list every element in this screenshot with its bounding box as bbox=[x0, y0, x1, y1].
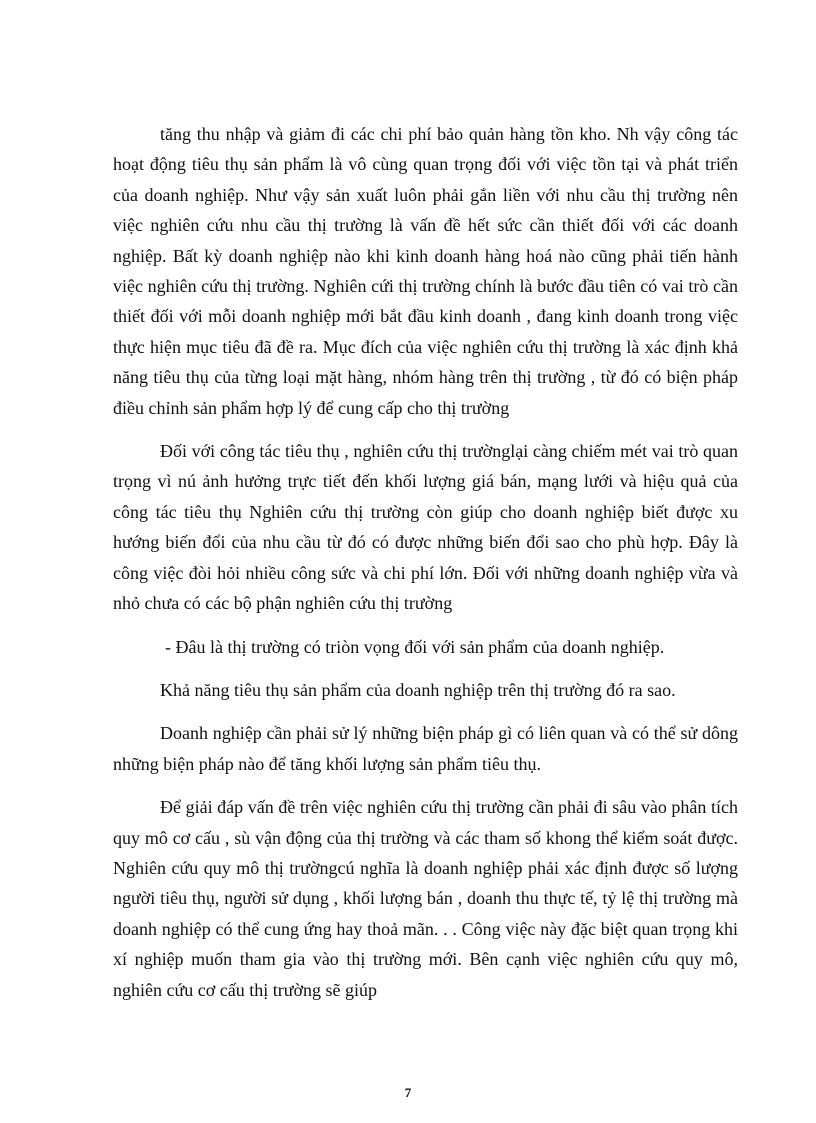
paragraph-market-research-role: Đối với công tác tiêu thụ , nghiên cứu thị trườnglại càng chiếm mét vai trò quan trọng vì nú ảnh hưởng trực tiết đến khối lượng giá bán, mạng lưới và hiệu quả của công tác tiêu thụ Nghiên cứu thị trường còn giúp cho doanh nghiệp biết được xu hướng biến đổi của nhu cầu từ đó có được những biến đổi sao cho phù hợp. Đây là công việc đòi hỏi nhiều công sức và chi phí lớn. Đối với những doanh nghiệp vừa và nhỏ chưa có các bộ phận nghiên cứu thị trường bbox=[113, 441, 738, 614]
page-number: 7 bbox=[404, 1085, 412, 1100]
body-text bbox=[113, 119, 738, 1018]
paragraph-bullet-prospective-market: - Đâu là thị trường có triòn vọng đối với sản phẩm của doanh nghiệp. bbox=[165, 636, 665, 657]
paragraph-consumption-ability: Khả năng tiêu thụ sản phẩm của doanh nghiệp trên thị trường đó ra sao. bbox=[160, 679, 676, 700]
paragraph-continuation: tăng thu nhập và giảm đi các chi phí bảo quản hàng tồn kho. Nh vậy công tác hoạt động tiêu thụ sản phẩm là vô cùng quan trọng đối với việc tồn tại và phát triển của doanh nghiệp. Như vậy sản xuất luôn phải gắn liền với nhu cầu thị trường nên việc nghiên cứu nhu cầu thị trường là vấn đề hết sức cần thiết đối với các doanh nghiệp. Bất kỳ doanh nghiệp nào khi kinh doanh hàng hoá nào cũng phải tiến hành việc nghiên cứu thị trường. Nghiên cứi thị trường chính là bước đầu tiên có vai trò cần thiết đối với mỗi doanh nghiệp mới bắt đầu kinh doanh , đang kinh doanh trong việc thực hiện mục tiêu đã đề ra. Mục đích của việc nghiên cứu thị trường là xác định khả năng tiêu thụ của từng loại mặt hàng, nhóm hàng trên thị trường , từ đó có biện pháp điều chỉnh sản phẩm hợp lý để cung cấp cho thị trường bbox=[113, 124, 738, 418]
paragraph-scale-structure: Để giải đáp vấn đề trên việc nghiên cứu thị trường cần phải đi sâu vào phân tích quy mô cơ cấu , sù vận động của thị trường và các tham số khong thể kiểm soát được. Nghiên cứu quy mô thị trườngcú nghĩa là doanh nghiệp phải xác định được số lượng người tiêu thụ, người sử dụng , khối lượng bán , doanh thu thực tế, tỷ lệ thị trường mà doanh nghiệp có thể cung ứng hay thoả mãn. . . Công việc này đặc biệt quan trọng khi xí nghiệp muốn tham gia vào thị trường mới. Bên cạnh việc nghiên cứu quy mô, nghiên cứu cơ cấu thị trường sẽ giúp bbox=[113, 797, 738, 1000]
paragraph-measures: Doanh nghiệp cần phải sử lý những biện pháp gì có liên quan và có thể sử dông những biện pháp nào để tăng khối lượng sản phẩm tiêu thụ. bbox=[113, 723, 738, 774]
